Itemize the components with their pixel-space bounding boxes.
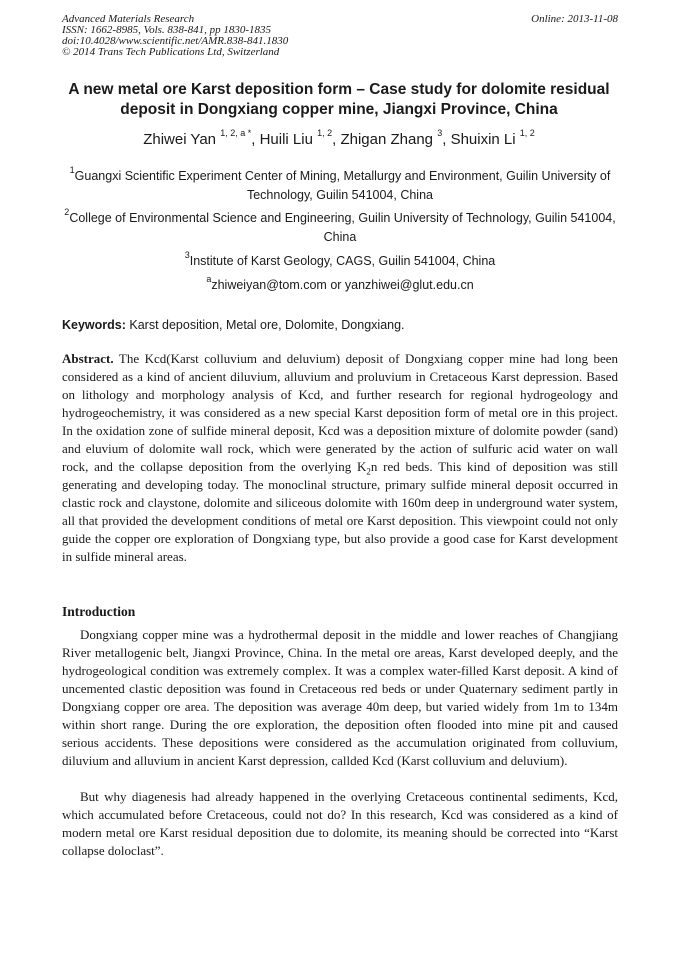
author-separator: , — [251, 131, 260, 148]
keywords-label: Keywords: — [62, 318, 126, 332]
contact-email — [62, 273, 618, 295]
abstract-label: Abstract. — [62, 351, 114, 366]
author-affiliation-mark: 1, 2 — [317, 128, 333, 138]
affiliation-3 — [62, 249, 618, 271]
affiliation-text: Institute of Karst Geology, CAGS, Guilin 541004, China — [189, 254, 496, 268]
author-separator: , — [442, 131, 451, 148]
affiliation-text: College of Environmental Science and Engineering, Guilin University of Technology, Guilin 541004, China — [69, 211, 616, 244]
introduction-paragraph-2: But why diagenesis had already happened in the overlying Cretaceous continental sediments, Kcd, which accumulated before Cretaceous, could not do? In this research, Kcd was considered as a kind of modern metal ore Karst residual deposition due to dolomite, its meaning should be corrected into “Karst collapse doloclast”. — [62, 789, 618, 858]
journal-name: Advanced Materials Research — [62, 13, 195, 25]
copyright-line: © 2014 Trans Tech Publications Ltd, Switzerland — [62, 46, 280, 58]
keywords-text: Karst deposition, Metal ore, Dolomite, Dongxiang. — [125, 318, 405, 332]
email-text: zhiweiyan@tom.com or yanzhiwei@glut.edu.cn — [211, 278, 474, 292]
author-affiliation-mark: 1, 2, a * — [220, 128, 252, 138]
author-name: Zhigan Zhang — [340, 131, 434, 148]
abstract — [62, 350, 618, 566]
affiliation-2 — [62, 206, 618, 247]
abstract-subscript: 2 — [366, 466, 371, 477]
author-name: Huili Liu — [259, 131, 313, 148]
author-affiliation-mark: 1, 2 — [519, 128, 535, 138]
author-name: Zhiwei Yan — [143, 131, 217, 148]
journal-header — [62, 14, 618, 58]
author-affiliation-mark: 3 — [437, 128, 443, 138]
online-date: Online: 2013-11-08 — [531, 13, 618, 25]
author-list — [40, 130, 638, 150]
affiliation-text: Guangxi Scientific Experiment Center of Mining, Metallurgy and Environment, Guilin University of Technology, Guilin 541004, China — [74, 169, 611, 202]
author-name: Shuixin Li — [450, 131, 516, 148]
introduction-paragraph-1: Dongxiang copper mine was a hydrothermal deposit in the middle and lower reaches of Changjiang River metallogenic belt, Jiangxi Province, China. In the metal ore areas, Karst developed deeply, and the hydrogeological condition was extremely complex. It was a complex water-filled Karst deposit. A kind of uncemented clastic deposition was found in Cretaceous red beds or under Quaternary sediment partly in Dongxiang copper ore area. The deposition was average 40m deep, but varied widely from 1m to 134m within short range. During the ore exploration, the deposition often flooded into mine pit and caused serious accidents. These depositions were considered as the accumulation originated from colluvium, diluvium and alluvium in ancient Karst depression, callded Kcd (Karst colluvium and deluvium). — [62, 627, 618, 768]
abstract-text-continued: n red beds. This kind of deposition was still generating and developing today. The monoclinal structure, primary sulfide mineral deposit occurred in clastic rock and claystone, dolomite and siliceous dolomite with 160m deep in underground water system, all that provided the development conditions of metal ore Karst deposition. This viewpoint could not only guide the copper ore exploration of Dongxiang type, but also provide a good case for Karst development in sulfide mineral areas. — [62, 459, 619, 564]
abstract-text: The Kcd(Karst colluvium and deluvium) deposit of Dongxiang copper mine had long been considered as a kind of ancient diluvium, alluvium and proluvium in Cretaceous Karst depression. Based on lithology and morphology analysis of Kcd, and further research for regional hydrogeology and hydrogeochemistry, it was considered as a new special Karst deposition form of metal ore in this project. In the oxidation zone of sulfide mineral deposit, Kcd was a deposition mixture of dolomite powder (sand) and eluvium of dolomite wall rock, which were generated by the action of sulfuric acid water on wall rock, and the collapse deposition from the overlying K — [62, 351, 618, 474]
email-mark: a — [206, 273, 212, 284]
affiliation-1 — [62, 164, 618, 205]
section-heading-introduction: Introduction — [62, 604, 136, 619]
affiliation-mark: 3 — [184, 249, 190, 260]
affiliation-mark: 2 — [64, 206, 70, 217]
issn-line: ISSN: 1662-8985, Vols. 838-841, pp 1830-1835 — [62, 24, 271, 36]
keywords — [62, 316, 618, 334]
author-separator: , — [332, 131, 341, 148]
affiliation-mark: 1 — [69, 164, 75, 175]
paper-title: A new metal ore Karst deposition form – Case study for dolomite residual deposit in Dongxiang copper mine, Jiangxi Province, China — [68, 81, 610, 118]
doi-line: doi:10.4028/www.scientific.net/AMR.838-841.1830 — [62, 35, 289, 47]
